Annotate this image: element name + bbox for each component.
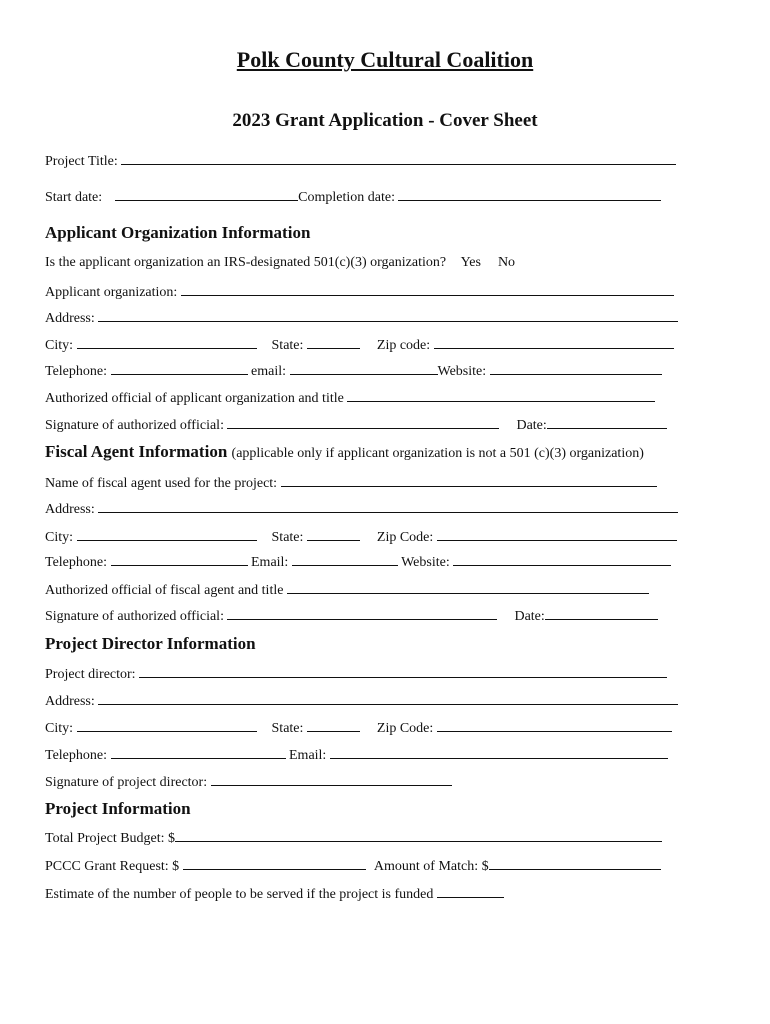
fiscal-zip-label: Zip Code: — [376, 530, 434, 545]
match-label: Amount of Match: $ — [373, 859, 489, 874]
fiscal-official-field[interactable] — [287, 580, 649, 594]
estimate-field[interactable] — [437, 884, 504, 898]
fiscal-state-field[interactable] — [307, 527, 360, 541]
fiscal-city-field[interactable] — [77, 527, 257, 541]
fiscal-website-label: Website: — [401, 555, 450, 570]
applicant-official-field[interactable] — [347, 388, 655, 402]
irs-no-option[interactable]: No — [497, 255, 516, 270]
project-title-field[interactable] — [121, 151, 676, 165]
applicant-state-label: State: — [271, 338, 304, 353]
director-state-label: State: — [271, 721, 304, 736]
page-subtitle: 2023 Grant Application - Cover Sheet — [232, 110, 538, 131]
fiscal-address-row — [45, 499, 678, 519]
fiscal-website-field[interactable] — [453, 552, 671, 566]
estimate-label: Estimate of the number of people to be served if the project is funded — [45, 887, 434, 902]
director-address-field[interactable] — [98, 691, 678, 705]
director-name-field[interactable] — [139, 664, 667, 678]
applicant-heading: Applicant Organization Information — [45, 223, 311, 242]
applicant-website-field[interactable] — [490, 361, 662, 375]
applicant-address-row — [45, 308, 678, 328]
fiscal-official-row — [45, 580, 649, 600]
director-signature-label: Signature of project director: — [45, 775, 208, 790]
director-zip-field[interactable] — [437, 718, 672, 732]
applicant-state-field[interactable] — [307, 335, 360, 349]
fiscal-address-field[interactable] — [98, 499, 678, 513]
applicant-organization-field[interactable] — [181, 282, 674, 296]
applicant-zip-label: Zip code: — [376, 338, 431, 353]
project-title-row — [45, 151, 676, 171]
applicant-address-label: Address: — [45, 311, 95, 326]
fiscal-email-field[interactable] — [292, 552, 398, 566]
fiscal-city-row — [45, 527, 677, 547]
fiscal-name-row — [45, 473, 657, 493]
fiscal-signature-row — [45, 606, 658, 626]
director-email-field[interactable] — [330, 745, 668, 759]
completion-date-label: Completion date: — [298, 190, 395, 205]
director-address-row — [45, 691, 678, 711]
fiscal-date-field[interactable] — [545, 606, 658, 620]
fiscal-heading: Fiscal Agent Information — [45, 442, 228, 461]
fiscal-signature-field[interactable] — [227, 606, 497, 620]
director-name-label: Project director: — [45, 667, 136, 682]
director-city-field[interactable] — [77, 718, 257, 732]
budget-field[interactable] — [175, 828, 662, 842]
director-address-label: Address: — [45, 694, 95, 709]
applicant-address-field[interactable] — [98, 308, 678, 322]
applicant-telephone-label: Telephone: — [45, 364, 107, 379]
dates-row — [45, 187, 661, 207]
grant-request-field[interactable] — [183, 856, 366, 870]
fiscal-telephone-field[interactable] — [111, 552, 248, 566]
director-zip-label: Zip Code: — [376, 721, 434, 736]
applicant-organization-label: Applicant organization: — [45, 285, 178, 300]
irs-yes-option[interactable]: Yes — [460, 255, 481, 270]
director-telephone-label: Telephone: — [45, 748, 107, 763]
fiscal-date-label: Date: — [514, 609, 545, 624]
applicant-contact-row — [45, 361, 662, 381]
irs-question-text: Is the applicant organization an IRS-designated 501(c)(3) organization? — [45, 255, 447, 270]
applicant-date-label: Date: — [516, 418, 547, 433]
applicant-email-field[interactable] — [290, 361, 438, 375]
applicant-email-label: email: — [251, 364, 286, 379]
grant-row — [45, 856, 661, 876]
fiscal-heading-row — [45, 442, 644, 464]
director-email-label: Email: — [289, 748, 327, 763]
director-telephone-field[interactable] — [111, 745, 286, 759]
match-field[interactable] — [489, 856, 661, 870]
applicant-city-label: City: — [45, 338, 74, 353]
applicant-organization-row — [45, 282, 674, 302]
applicant-official-row — [45, 388, 655, 408]
fiscal-zip-field[interactable] — [437, 527, 677, 541]
start-date-field[interactable] — [115, 187, 298, 201]
fiscal-city-label: City: — [45, 530, 74, 545]
fiscal-state-label: State: — [271, 530, 304, 545]
applicant-website-label: Website: — [437, 364, 487, 379]
fiscal-contact-row — [45, 552, 671, 572]
applicant-official-label: Authorized official of applicant organization and title — [45, 391, 344, 406]
applicant-signature-row — [45, 415, 667, 435]
page-title: Polk County Cultural Coalition — [236, 47, 534, 72]
fiscal-signature-label: Signature of authorized official: — [45, 609, 224, 624]
fiscal-name-field[interactable] — [281, 473, 657, 487]
completion-date-field[interactable] — [398, 187, 661, 201]
director-state-field[interactable] — [307, 718, 360, 732]
estimate-row — [45, 884, 504, 904]
budget-label: Total Project Budget: $ — [45, 831, 176, 846]
fiscal-email-label: Email: — [251, 555, 289, 570]
applicant-telephone-field[interactable] — [111, 361, 248, 375]
director-signature-row — [45, 772, 452, 792]
director-heading: Project Director Information — [45, 634, 256, 653]
director-signature-field[interactable] — [211, 772, 452, 786]
irs-question-row — [45, 254, 515, 272]
fiscal-note: (applicable only if applicant organization is not a 501 (c)(3) organization) — [231, 446, 644, 461]
director-city-row — [45, 718, 672, 738]
fiscal-address-label: Address: — [45, 502, 95, 517]
fiscal-name-label: Name of fiscal agent used for the project: — [45, 476, 278, 491]
applicant-zip-field[interactable] — [434, 335, 674, 349]
director-name-row — [45, 664, 667, 684]
applicant-city-field[interactable] — [77, 335, 257, 349]
fiscal-official-label: Authorized official of fiscal agent and title — [45, 583, 284, 598]
start-date-label: Start date: — [45, 190, 103, 205]
director-contact-row — [45, 745, 668, 765]
grant-request-label: PCCC Grant Request: $ — [45, 859, 180, 874]
fiscal-telephone-label: Telephone: — [45, 555, 107, 570]
project-title-label: Project Title: — [45, 154, 118, 169]
budget-row — [45, 828, 662, 848]
director-city-label: City: — [45, 721, 74, 736]
applicant-signature-label: Signature of authorized official: — [45, 418, 224, 433]
applicant-city-row — [45, 335, 674, 355]
applicant-signature-field[interactable] — [227, 415, 499, 429]
project-heading: Project Information — [45, 799, 191, 818]
applicant-date-field[interactable] — [547, 415, 667, 429]
